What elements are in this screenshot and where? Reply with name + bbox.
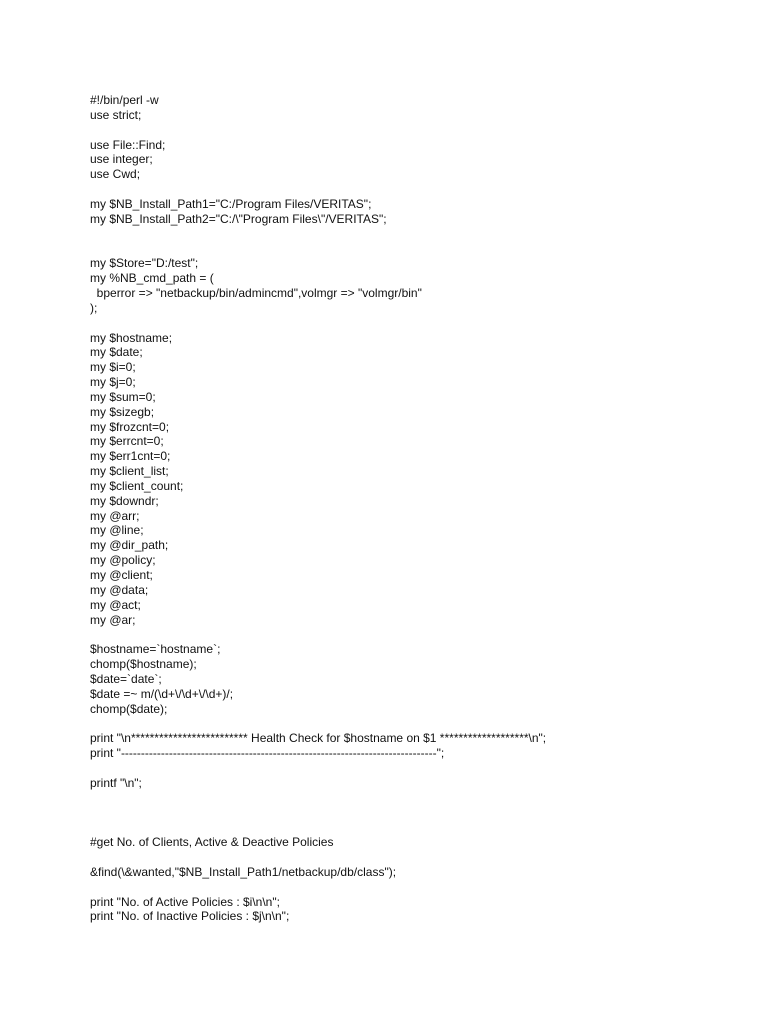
code-line: my @line; (90, 523, 144, 538)
blank-line (90, 850, 730, 865)
code-line: $date=`date`; (90, 671, 162, 686)
blank-line (90, 241, 730, 256)
code-line: my $i=0; (90, 360, 136, 375)
blank-line (90, 227, 730, 242)
blank-line (90, 791, 730, 806)
code-line: #!/bin/perl -w (90, 93, 159, 107)
code-line: my $hostname; (90, 330, 173, 345)
code-line: use Cwd; (90, 167, 141, 182)
blank-line (90, 627, 730, 642)
code-line: my $client_count; (90, 478, 184, 493)
code-line: my $NB_Install_Path2="C:/\"Program Files\"/VERITAS"; (90, 211, 387, 226)
code-line: my $sum=0; (90, 389, 156, 404)
blank-line (90, 123, 730, 138)
code-line: my $client_list; (90, 464, 169, 479)
blank-line (90, 820, 730, 835)
code-line: printf "\n"; (90, 775, 142, 790)
code-line: use strict; (90, 107, 142, 122)
code-line: print "No. of Inactive Policies : $j\n\n"; (90, 909, 290, 924)
code-line: my $errcnt=0; (90, 434, 164, 449)
code-line: bperror => "netbackup/bin/admincmd",volmgr => "volmgr/bin" (90, 285, 422, 300)
code-line: my @dir_path; (90, 538, 169, 553)
code-line: my %NB_cmd_path = ( (90, 271, 214, 286)
code-line: use File::Find; (90, 137, 166, 152)
perl-script-text (90, 93, 730, 924)
code-line: my @act; (90, 597, 141, 612)
code-line: print "\n************************* Health Check for $hostname on $1 *******************\n"; (90, 731, 547, 746)
code-line: my @client; (90, 568, 153, 582)
code-line: my @policy; (90, 553, 156, 568)
blank-line (90, 182, 730, 197)
code-line: my $date; (90, 345, 143, 360)
code-line: my $sizegb; (90, 404, 155, 419)
code-line: $date =~ m/(\d+\/\d+\/\d+)/; (90, 686, 234, 701)
code-line: my @ar; (90, 612, 136, 627)
code-line: my @data; (90, 582, 149, 597)
blank-line (90, 806, 730, 821)
code-line: print "No. of Active Policies : $i\n\n"; (90, 894, 280, 909)
code-line: my $Store="D:/test"; (90, 256, 199, 271)
blank-line (90, 716, 730, 731)
blank-line (90, 761, 730, 776)
code-line: my $downdr; (90, 493, 159, 508)
code-line: $hostname=`hostname`; (90, 642, 221, 657)
code-line: use integer; (90, 152, 153, 167)
code-line: print "-------------------------------------------------------------------------------"; (90, 746, 445, 761)
code-line: my $NB_Install_Path1="C:/Program Files/VERITAS"; (90, 196, 372, 211)
code-line: my $frozcnt=0; (90, 419, 170, 434)
code-line: my $err1cnt=0; (90, 449, 171, 464)
code-line: &find(\&wanted,"$NB_Install_Path1/netbackup/db/class"); (90, 864, 397, 879)
code-line: #get No. of Clients, Active & Deactive Policies (90, 835, 334, 850)
code-line: my @arr; (90, 508, 140, 523)
code-line: chomp($hostname); (90, 657, 197, 672)
code-line: ); (90, 300, 98, 315)
blank-line (90, 316, 730, 331)
code-line: chomp($date); (90, 701, 168, 716)
code-line: my $j=0; (90, 375, 136, 390)
blank-line (90, 880, 730, 895)
